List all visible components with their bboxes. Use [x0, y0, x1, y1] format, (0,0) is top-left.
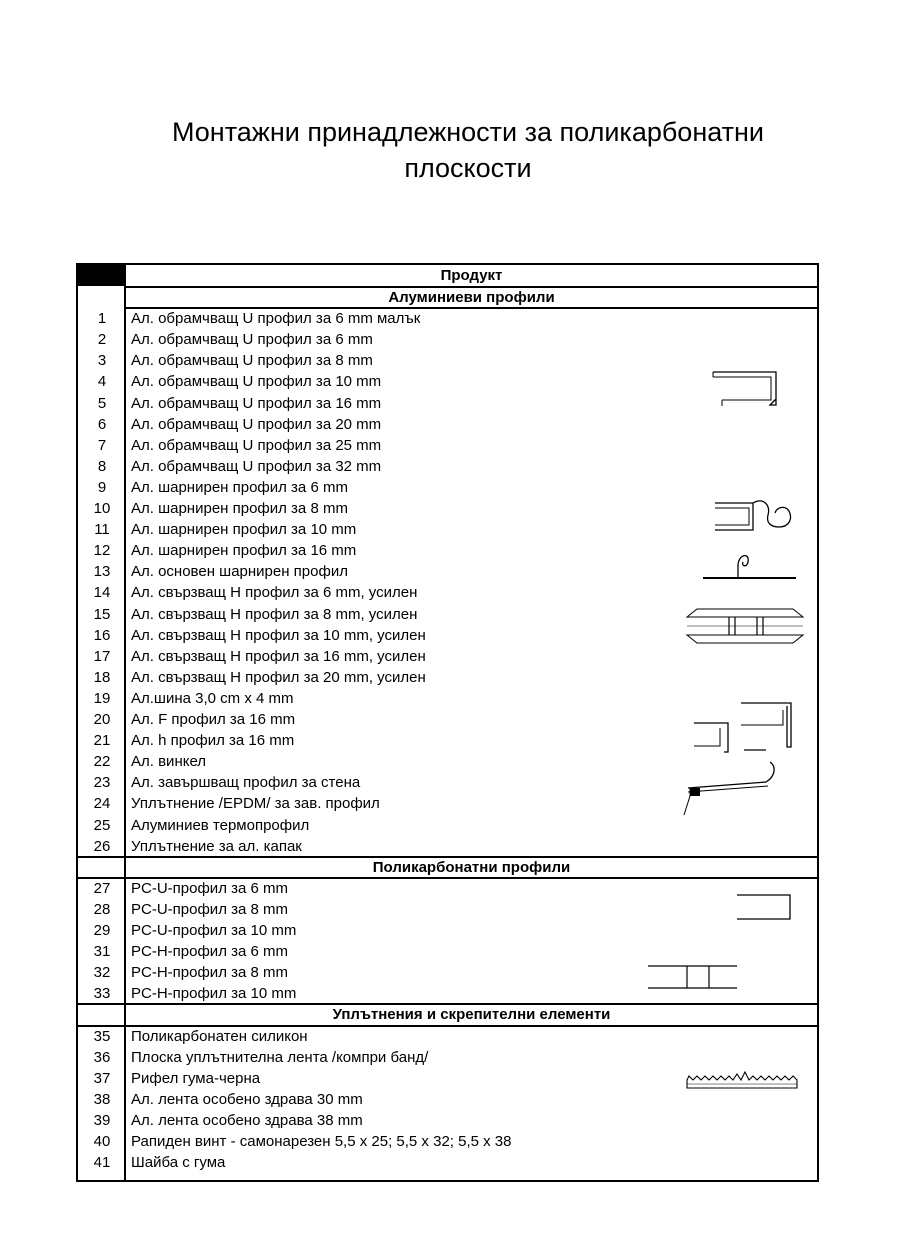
row-number: 39: [93, 1111, 111, 1129]
table-row: [78, 414, 817, 435]
product-name: Ал. шарнирен профил за 8 mm: [131, 500, 348, 517]
row-number: 3: [97, 352, 107, 370]
product-name: Рифел гума-черна: [131, 1069, 261, 1087]
product-name: Рапиден винт - самонарезен 5,5 x 25; 5,5 x 32; 5,5 x 38: [131, 1133, 512, 1150]
section-divider: [78, 1003, 817, 1005]
row-number: 28: [93, 900, 111, 918]
row-number: 38: [93, 1090, 111, 1108]
table-header: Продукт: [440, 267, 503, 284]
row-number: 40: [93, 1133, 111, 1150]
table-row: [78, 329, 817, 350]
row-number: 25: [93, 816, 111, 834]
number-column-header: [78, 265, 124, 286]
row-number: 1: [97, 310, 107, 328]
section-divider: [78, 856, 817, 858]
row-number: 32: [93, 964, 111, 982]
base-hinge-profile-drawing: [698, 548, 803, 583]
product-name: Ал. лента особено здрава 38 mm: [131, 1111, 363, 1129]
row-number: 5: [97, 394, 107, 412]
product-name: Плоска уплътнителна лента /компри банд/: [131, 1048, 429, 1066]
table-row: [78, 1152, 817, 1173]
table-row: [78, 435, 817, 456]
table-row: [78, 1047, 817, 1068]
row-number: 27: [93, 879, 111, 897]
hinge-profile-drawing: [705, 495, 800, 540]
row-number: 12: [93, 542, 111, 560]
product-name: Уплътнение /EPDM/ за зав. профил: [131, 795, 380, 813]
row-number: 20: [93, 711, 111, 728]
pc-h-profile-drawing: [645, 963, 740, 993]
product-name: Ал. свързващ H профил за 16 mm, усилен: [131, 647, 426, 665]
section-header: Уплътнения и скрепителни елементи: [332, 1006, 611, 1024]
product-name: Ал. шарнирен профил за 6 mm: [131, 478, 348, 496]
product-name: PC-U-профил за 10 mm: [131, 922, 297, 939]
product-name: PC-H-профил за 10 mm: [131, 985, 297, 1003]
row-number: 8: [97, 457, 107, 475]
row-number: 31: [93, 943, 111, 961]
row-number: 37: [93, 1069, 111, 1087]
product-name: Алуминиев термопрофил: [131, 816, 310, 834]
row-number: 9: [97, 478, 107, 496]
row-number: 19: [93, 689, 111, 707]
u-profile-drawing: [700, 365, 790, 410]
row-number: 2: [97, 331, 107, 349]
table-row: [78, 878, 817, 899]
row-number: 24: [93, 795, 111, 813]
product-name: Ал. обрамчващ U профил за 10 mm: [131, 373, 382, 391]
table-row: [78, 899, 817, 920]
section-header: Алуминиеви профили: [388, 289, 555, 306]
table-row: [78, 941, 817, 962]
row-number: 18: [93, 668, 111, 686]
table-row: [78, 1131, 817, 1152]
product-name: Ал. обрамчващ U профил за 32 mm: [131, 457, 382, 475]
product-name: Ал. основен шарнирен профил: [131, 563, 348, 581]
ribbed-rubber-drawing: [683, 1068, 803, 1093]
table-row: [78, 308, 817, 329]
row-number: 26: [93, 837, 111, 855]
product-name: Ал. обрамчващ U профил за 25 mm: [131, 436, 382, 454]
row-number: 14: [93, 584, 111, 602]
wall-end-profile-drawing: [680, 760, 790, 820]
row-number: 29: [93, 922, 111, 939]
row-number: 23: [93, 774, 111, 792]
product-name: PC-U-профил за 8 mm: [131, 900, 288, 918]
product-name: Ал. свързващ H профил за 6 mm, усилен: [131, 584, 418, 602]
row-number: 22: [93, 753, 111, 771]
row-number: 4: [97, 373, 107, 391]
product-name: Ал. F профил за 16 mm: [131, 711, 296, 728]
row-number: 33: [93, 985, 111, 1003]
title-line-2: плоскости: [404, 153, 532, 183]
page-title: [0, 114, 897, 186]
row-number: 21: [93, 732, 111, 750]
table-row: [78, 920, 817, 941]
row-number: 11: [94, 521, 110, 539]
product-name: Ал. лента особено здрава 30 mm: [131, 1090, 363, 1108]
row-number: 7: [97, 436, 107, 454]
title-line-1: Монтажни принадлежности за поликарбонатни: [171, 117, 765, 147]
product-name: Ал.шина 3,0 cm x 4 mm: [131, 689, 294, 707]
product-name: Ал. обрамчващ U профил за 16 mm: [131, 394, 382, 412]
product-name: PC-H-профил за 6 mm: [131, 943, 288, 961]
row-number: 10: [93, 500, 111, 517]
row-number: 6: [97, 415, 107, 433]
row-number: 36: [93, 1048, 111, 1066]
row-number: 35: [93, 1027, 111, 1045]
product-name: Уплътнение за ал. капак: [131, 837, 302, 855]
table-row: [78, 1026, 817, 1047]
row-number: 15: [93, 605, 111, 623]
row-number: 17: [93, 647, 111, 665]
table-row: [78, 667, 817, 688]
product-name: Поликарбонатен силикон: [131, 1027, 308, 1045]
product-name: Ал. h профил за 16 mm: [131, 732, 295, 750]
pc-u-profile-drawing: [735, 893, 795, 923]
product-name: Ал. свързващ H профил за 20 mm, усилен: [131, 668, 426, 686]
table-row: [78, 836, 817, 857]
product-name: Ал. завършващ профил за стена: [131, 774, 361, 792]
product-name: PC-H-профил за 8 mm: [131, 964, 288, 982]
table-row: [78, 582, 817, 603]
f-h-profile-drawing: [690, 700, 800, 760]
product-name: PC-U-профил за 6 mm: [131, 879, 288, 897]
table-row: [78, 456, 817, 477]
product-name: Ал. винкел: [131, 753, 207, 771]
h-profile-drawing: [683, 605, 808, 650]
product-name: Ал. свързващ H профил за 10 mm, усилен: [131, 626, 426, 644]
table-row: [78, 1110, 817, 1131]
product-name: Ал. обрамчващ U профил за 6 mm: [131, 331, 373, 349]
product-name: Ал. обрамчващ U профил за 8 mm: [131, 352, 373, 370]
product-name: Ал. обрамчващ U профил за 6 mm малък: [131, 310, 421, 328]
row-number: 41: [93, 1154, 111, 1172]
section-header: Поликарбонатни профили: [372, 858, 571, 876]
row-number: 13: [93, 563, 111, 581]
product-name: Шайба с гума: [131, 1154, 226, 1172]
product-name: Ал. свързващ H профил за 8 mm, усилен: [131, 605, 418, 623]
product-name: Ал. шарнирен профил за 16 mm: [131, 542, 357, 560]
product-name: Ал. обрамчващ U профил за 20 mm: [131, 415, 382, 433]
product-name: Ал. шарнирен профил за 10 mm: [131, 521, 357, 539]
row-number: 16: [93, 626, 111, 644]
